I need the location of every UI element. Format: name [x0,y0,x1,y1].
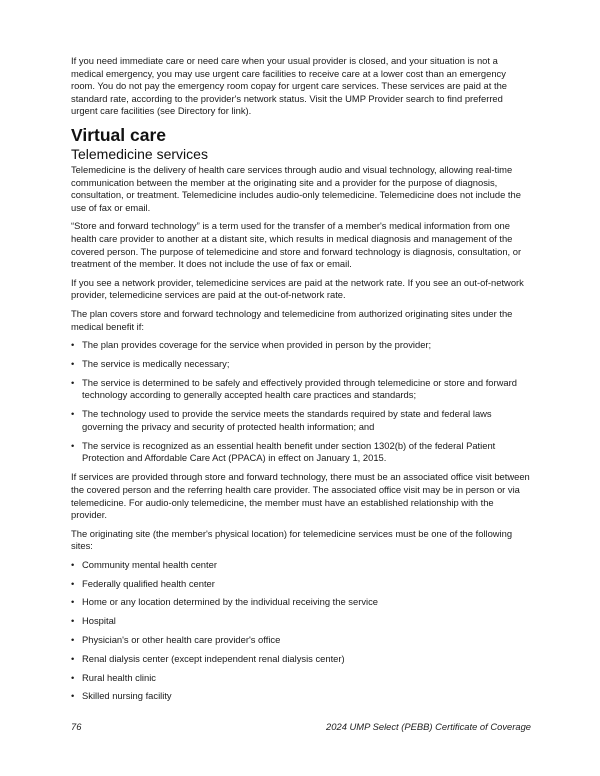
list-item: • The service is recognized as an essential health benefit under section 1302(b) of the federal Patient Protection and Affordable Care Act (PPACA) in effect on January 1, 2015. [71,440,531,465]
benefit-conditions-list [71,339,531,465]
paragraph-coverage-conditions-intro: The plan covers store and forward technology and telemedicine from authorized originating sites under the medical benefit if: [71,307,513,332]
list-item: • The service is determined to be safely and effectively provided through telemedicine or store and forward technology according to generally accepted health care practices and standards; [71,377,531,402]
list-item: • Hospital [71,615,531,628]
list-item: • Federally qualified health center [71,578,531,591]
paragraph-originating-site-intro: The originating site (the member's physical location) for telemedicine services must be one of the following sites: [71,527,513,552]
originating-sites-list [71,559,531,703]
paragraph-store-and-forward: “Store and forward technology” is a term used for the transfer of a member's medical information from one health care provider to another at a distant site, which results in medical diagnosis and management of the covered person. The purpose of telemedicine and store and forward technology is diagnosis, consultation, or treatment of the member. It does not include the use of fax or email. [71,220,522,270]
page-number: 76 [71,721,82,732]
list-item: • The service is medically necessary; [71,358,531,371]
list-item: • The technology used to provide the service meets the standards required by state and federal laws governing the privacy and security of protected health information; and [71,408,531,433]
paragraph-network-rates: If you see a network provider, telemedicine services are paid at the network rate. If you see an out-of-network provider, telemedicine services are paid at the out-of-network rate. [71,276,524,301]
section-heading-virtual-care: Virtual care [71,124,167,145]
intro-paragraph: If you need immediate care or need care when your usual provider is closed, and your situation is not a medical emergency, you may use urgent care facilities to receive care at a lower cost than an emergency room. You do not pay the emergency room copay for urgent care services. These services are paid at the standard rate, according to the provider's network status. Visit the UMP Provider search to find preferred urgent care facilities (see Directory for link). [71,55,507,117]
list-item: • Rural health clinic [71,672,531,685]
list-item: • Skilled nursing facility [71,690,531,703]
list-item: • The plan provides coverage for the service when provided in person by the provider; [71,339,531,352]
list-item: • Home or any location determined by the individual receiving the service [71,596,531,609]
document-title: 2024 UMP Select (PEBB) Certificate of Coverage [326,721,531,732]
subsection-heading-telemedicine: Telemedicine services [71,145,208,162]
list-item: • Community mental health center [71,559,531,572]
list-item: • Physician's or other health care provider's office [71,634,531,647]
page-content [71,55,531,709]
paragraph-telemedicine-definition: Telemedicine is the delivery of health care services through audio and visual technology, allowing real-time communication between the member at the originating site and a provider for the purpose of diagnosis, consultation, or treatment. Telemedicine includes audio-only telemedicine. Telemedicine does not include the use of fax or email. [71,163,521,213]
paragraph-office-visit: If services are provided through store and forward technology, there must be an associated office visit between the covered person and the referring health care provider. The associated office visit may be in person or via telemedicine. For audio-only telemedicine, the member must have an established relationship with the provider. [71,471,530,521]
list-item: • Renal dialysis center (except independent renal dialysis center) [71,653,531,666]
